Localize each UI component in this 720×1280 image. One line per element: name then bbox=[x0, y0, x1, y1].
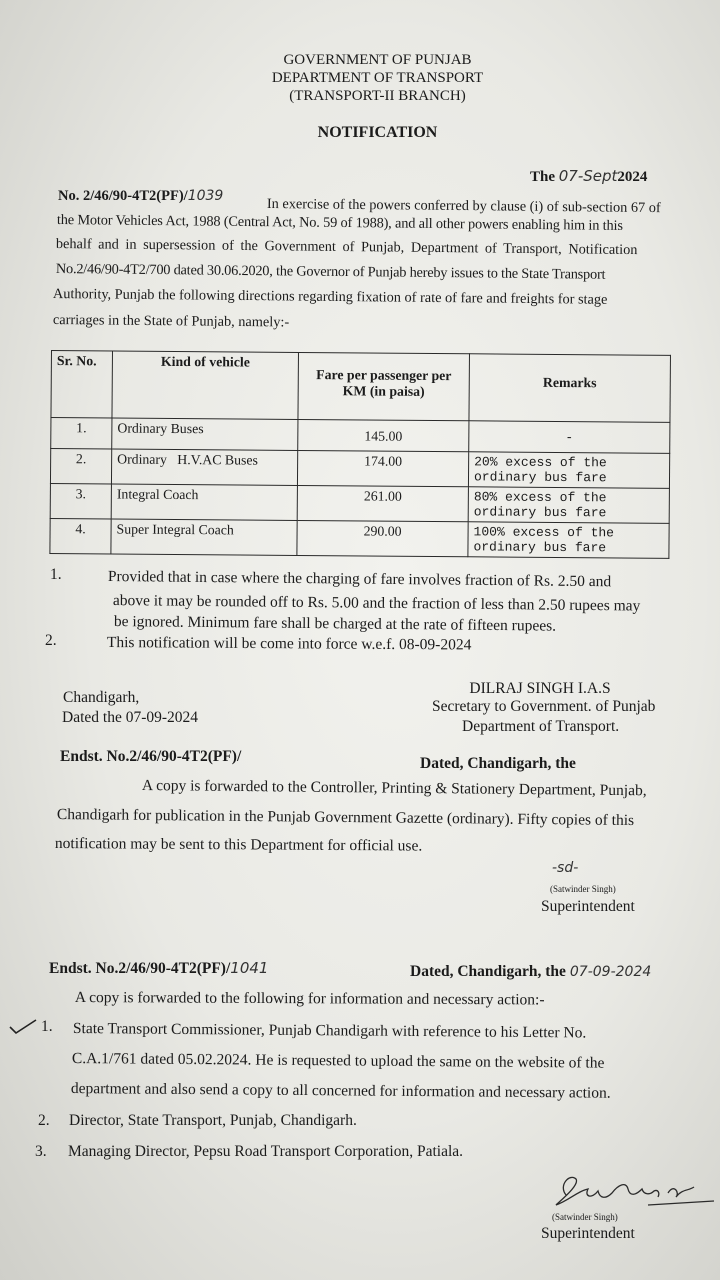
superintendent-name: (Satwinder Singh) bbox=[552, 1212, 618, 1222]
list-item-number: 1. bbox=[41, 1018, 53, 1035]
endorsement2-intro: A copy is forwarded to the following for information and necessary action:- bbox=[74, 989, 545, 1009]
intro-line: No.2/46/90-4T2/700 dated 30.06.2020, the Governor of Punjab hereby issues to the State Transport bbox=[55, 261, 606, 283]
provision-number: 2. bbox=[45, 632, 57, 649]
endorsement-text: Chandigarh for publication in the Punjab Government Gazette (ordinary). Fifty copies of this bbox=[56, 806, 635, 830]
tick-mark-icon bbox=[8, 1018, 38, 1036]
header-fare: Fare per passenger per KM (in paisa) bbox=[298, 352, 470, 420]
list-item-text: State Transport Commissioner, Punjab Chandigarh with reference to his Letter No. bbox=[72, 1020, 587, 1042]
reference-line bbox=[58, 187, 223, 205]
branch-heading: (TRANSPORT-II BRANCH) bbox=[289, 88, 466, 104]
handwritten-date: 07-Sept bbox=[558, 167, 618, 185]
intro-line: behalf and in supersession of the Government of Punjab, Department of Transport, Notification bbox=[55, 236, 638, 259]
signatory-name: DILRAJ SINGH I.A.S bbox=[469, 680, 611, 697]
reference-number: No. 2/46/90-4T2(PF)/ bbox=[58, 188, 188, 204]
table-row: 3. Integral Coach 261.00 80% excess of the ordinary bus fare bbox=[50, 483, 669, 523]
sd-mark: -sd- bbox=[552, 860, 579, 876]
list-item-text: department and also send a copy to all concerned for information and necessary action. bbox=[70, 1080, 611, 1102]
provision-text: This notification will be come into force w.e.f. 08-09-2024 bbox=[106, 634, 472, 654]
list-item-number: 2. bbox=[38, 1112, 50, 1129]
table-row: 2. Ordinary H.V.AC Buses 174.00 20% excess of the ordinary bus fare bbox=[50, 449, 669, 489]
fare-table bbox=[49, 350, 671, 559]
handwritten-ref: 1039 bbox=[187, 188, 224, 204]
superintendent-designation: Superintendent bbox=[541, 898, 635, 915]
handwritten-number: 1041 bbox=[230, 959, 269, 977]
govt-heading: GOVERNMENT OF PUNJAB bbox=[283, 52, 472, 68]
endorsement2-dated-line: Dated, Chandigarh, the 07-09-2024 bbox=[410, 963, 652, 980]
endorsement-number: Endst. No.2/46/90-4T2(PF)/ bbox=[60, 748, 242, 765]
endorsement2-number: Endst. No.2/46/90-4T2(PF)/ bbox=[49, 960, 231, 977]
superintendent-designation: Superintendent bbox=[541, 1225, 635, 1242]
list-item-text: Director, State Transport, Punjab, Chandigarh. bbox=[69, 1112, 357, 1129]
place-dated: Dated the 07-09-2024 bbox=[62, 709, 199, 726]
endorsement2-number-line bbox=[49, 959, 268, 978]
table-row: 1. Ordinary Buses 145.00 - bbox=[51, 418, 670, 454]
notification-title: NOTIFICATION bbox=[317, 124, 438, 141]
list-item-text: Managing Director, Pepsu Road Transport Corporation, Patiala. bbox=[68, 1143, 464, 1160]
endorsement-text: A copy is forwarded to the Controller, Printing & Stationery Department, Punjab, bbox=[141, 777, 647, 800]
place: Chandigarh, bbox=[63, 689, 140, 706]
list-item-text: C.A.1/761 dated 05.02.2024. He is requested to upload the same on the website of the bbox=[71, 1050, 605, 1072]
superintendent-name: (Satwinder Singh) bbox=[550, 884, 616, 894]
table-row: 4. Super Integral Coach 290.00 100% excess of the ordinary bus fare bbox=[50, 518, 669, 558]
provision-text: above it may be rounded off to Rs. 5.00 and the fraction of less than 2.50 rupees may bbox=[112, 592, 641, 615]
intro-line: Authority, Punjab the following directions regarding fixation of rate of fare and freights for stage bbox=[52, 286, 608, 308]
department-heading: DEPARTMENT OF TRANSPORT bbox=[271, 70, 484, 86]
intro-line: carriages in the State of Punjab, namely:- bbox=[52, 312, 290, 331]
intro-line: In exercise of the powers conferred by clause (i) of sub-section 67 of bbox=[266, 196, 661, 217]
list-item-number: 3. bbox=[35, 1143, 47, 1160]
header-sr-no: Sr. No. bbox=[51, 351, 113, 418]
provision-text: be ignored. Minimum fare shall be charged at the rate of fifteen rupees. bbox=[113, 613, 557, 635]
provision-text: Provided that in case where the charging of fare involves fraction of Rs. 2.50 and bbox=[107, 568, 612, 591]
endorsement-dated: Dated, Chandigarh, the bbox=[420, 755, 576, 772]
notification-date: The 07-Sept2024 bbox=[530, 167, 648, 185]
handwritten-date: 07-09-2024 bbox=[569, 964, 652, 980]
table-header-row bbox=[51, 351, 671, 423]
signatory-title: Secretary to Government. of Punjab bbox=[432, 698, 656, 715]
signatory-department: Department of Transport. bbox=[462, 718, 620, 735]
endorsement-text: notification may be sent to this Department for official use. bbox=[54, 835, 423, 855]
header-remarks: Remarks bbox=[469, 354, 671, 423]
provision-number: 1. bbox=[50, 566, 62, 583]
signature-icon bbox=[548, 1165, 718, 1217]
header-kind-of-vehicle: Kind of vehicle bbox=[112, 351, 299, 419]
intro-line: the Motor Vehicles Act, 1988 (Central Act, No. 59 of 1988), and all other powers enabling him in this bbox=[56, 212, 623, 234]
